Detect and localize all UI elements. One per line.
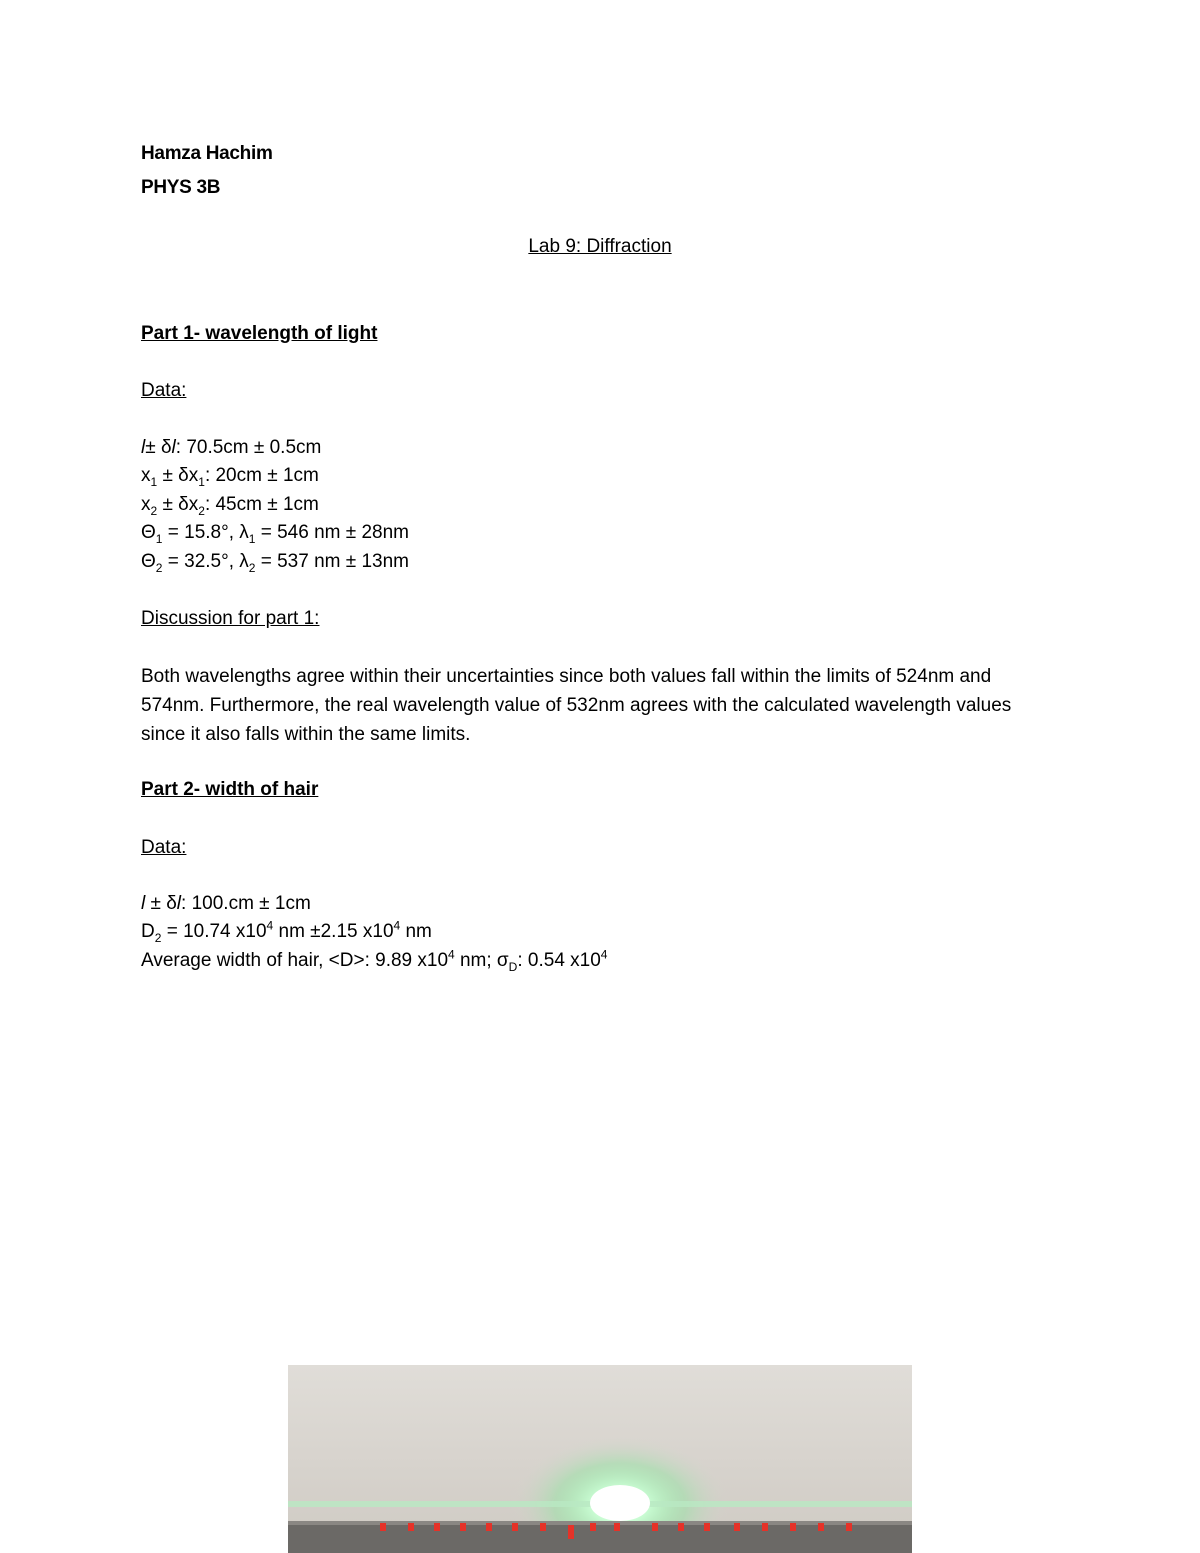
part1-discussion-text: Both wavelengths agree within their uncertainties since both values fall within the limits of 524nm and 574nm. Furthermore, the real wavelength value of 532nm agrees with the calculated wavelength values since it also falls within the same limits. bbox=[141, 666, 1012, 745]
part2-heading: Part 2- width of hair bbox=[141, 779, 319, 800]
author-name: Hamza Hachim bbox=[141, 143, 273, 164]
part2-length-line: l ± δl: 100.cm ± 1cm bbox=[141, 893, 311, 914]
fringe-marker bbox=[678, 1523, 684, 1531]
fringe-marker bbox=[818, 1523, 824, 1531]
fringe-marker bbox=[790, 1523, 796, 1531]
part1-x1-line: $x_1 \pm \delta x_1$: 20cm ± 1cm bbox=[141, 465, 319, 489]
fringe-marker bbox=[568, 1525, 574, 1539]
course-code: PHYS 3B bbox=[141, 177, 221, 198]
fringe-marker bbox=[512, 1523, 518, 1531]
fringe-marker bbox=[704, 1523, 710, 1531]
fringe-marker bbox=[846, 1523, 852, 1531]
fringe-marker bbox=[540, 1523, 546, 1531]
central-maximum bbox=[590, 1485, 650, 1521]
diffraction-pattern-photo bbox=[288, 1365, 912, 1553]
fringe-marker bbox=[734, 1523, 740, 1531]
fringe-marker bbox=[460, 1523, 466, 1531]
part1-theta1-line: $\Theta_1 = 15.8^\circ$, $\lambda_1 = 546$ nm ± 28nm bbox=[141, 522, 409, 546]
fringe-marker bbox=[652, 1523, 658, 1531]
fringe-marker bbox=[762, 1523, 768, 1531]
fringe-marker bbox=[380, 1523, 386, 1531]
fringe-marker bbox=[408, 1523, 414, 1531]
fringe-marker bbox=[614, 1523, 620, 1531]
document-title: Lab 9: Diffraction bbox=[528, 236, 672, 257]
part1-data-label: Data: bbox=[141, 380, 187, 401]
fringe-marker bbox=[486, 1523, 492, 1531]
part2-average-line: Average width of hair, <D>: 9.89 $x10^4$ nm; $\sigma_D$: 0.54 $x10^4$ bbox=[141, 947, 608, 974]
part1-discussion-label: Discussion for part 1: bbox=[141, 608, 320, 629]
part1-theta2-line: $\Theta_2 = 32.5^\circ$, $\lambda_2 = 537$ nm ± 13nm bbox=[141, 551, 409, 575]
part2-d2-line: $D_2 = 10.74$ $x10^4$ nm ±2.15 $x10^4$ nm bbox=[141, 918, 432, 945]
diffraction-photo-graphic bbox=[288, 1365, 912, 1553]
fringe-marker bbox=[590, 1523, 596, 1531]
fringe-marker bbox=[434, 1523, 440, 1531]
part1-heading: Part 1- wavelength of light bbox=[141, 323, 378, 344]
part1-length-line: l± δl: 70.5cm ± 0.5cm bbox=[141, 437, 322, 458]
part2-data-label: Data: bbox=[141, 837, 187, 858]
part1-x2-line: $x_2 \pm \delta x_2$: 45cm ± 1cm bbox=[141, 494, 319, 518]
